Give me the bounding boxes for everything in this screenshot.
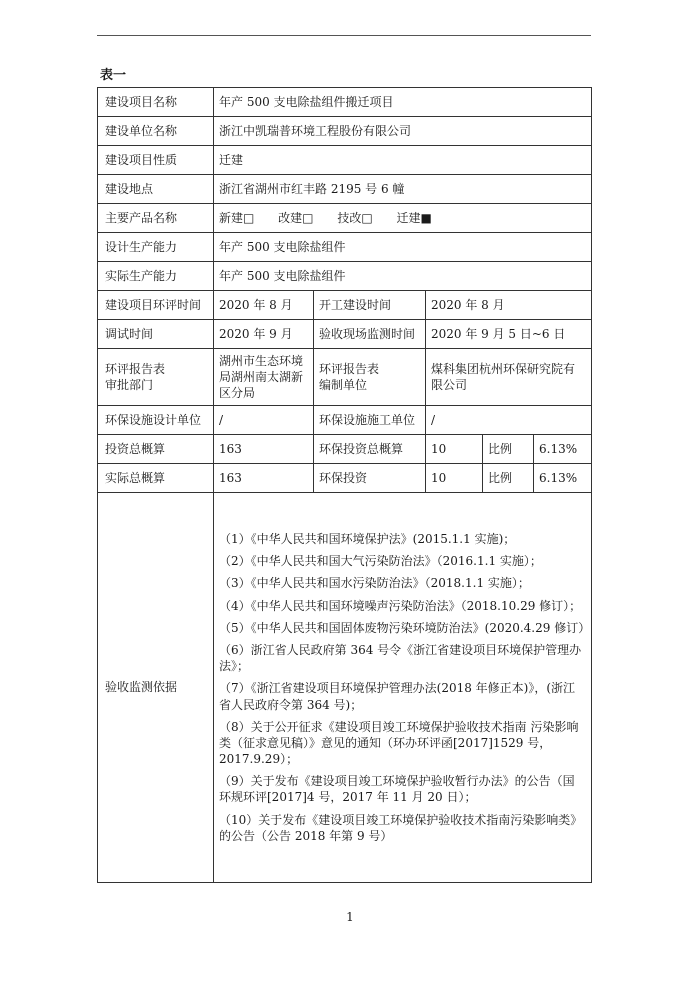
basis-item: （2）《中华人民共和国大气污染防治法》（2016.1.1 实施）； xyxy=(219,554,542,569)
option-rebuild: 改建□ xyxy=(278,210,314,225)
env-invest-est-value: 10 xyxy=(426,435,483,464)
page-number: 1 xyxy=(346,910,354,924)
construction-start-value: 2020 年 8 月 xyxy=(426,291,592,320)
report-compiler-label: 环评报告表 编制单位 xyxy=(314,349,426,406)
table-row xyxy=(98,117,592,146)
report-compiler-value: 煤科集团杭州环保研究院有限公司 xyxy=(426,349,592,406)
eia-time-label: 建设项目环评时间 xyxy=(98,291,214,320)
unit-name-label: 建设单位名称 xyxy=(98,117,214,146)
table-row xyxy=(98,320,592,349)
table-row xyxy=(98,349,592,406)
design-capacity-value: 年产 500 支电除盐组件 xyxy=(214,233,592,262)
option-relocate: 迁建■ xyxy=(396,210,432,225)
table-row xyxy=(98,262,592,291)
option-upgrade: 技改□ xyxy=(337,210,373,225)
debug-time-value: 2020 年 9 月 xyxy=(214,320,314,349)
project-name-label: 建设项目名称 xyxy=(98,88,214,117)
basis-item: （7）《浙江省建设项目环境保护管理办法(2018 年修正本)》，(浙江省人民政府令第 364 号)； xyxy=(219,681,576,712)
table-row xyxy=(98,146,592,175)
invest-est-value: 163 xyxy=(214,435,314,464)
table-row xyxy=(98,406,592,435)
table-row xyxy=(98,204,592,233)
approval-dept-value: 湖州市生态环境局湖州南太湖新区分局 xyxy=(214,349,314,406)
env-invest-est-label: 环保投资总概算 xyxy=(314,435,426,464)
basis-item: （1）《中华人民共和国环境保护法》(2015.1.1 实施)； xyxy=(219,532,516,546)
nature-label: 建设项目性质 xyxy=(98,146,214,175)
actual-capacity-label: 实际生产能力 xyxy=(98,262,214,291)
product-label: 主要产品名称 xyxy=(98,204,214,233)
ratio-value: 6.13% xyxy=(534,464,592,493)
design-capacity-label: 设计生产能力 xyxy=(98,233,214,262)
location-label: 建设地点 xyxy=(98,175,214,204)
design-unit-label: 环保设施设计单位 xyxy=(98,406,214,435)
monitoring-time-label: 验收现场监测时间 xyxy=(314,320,426,349)
basis-item: （8）关于公开征求《建设项目竣工环境保护验收技术指南 污染影响类（征求意见稿）》意见的通知（环办环评函[2017]1529 号，2017.9.29）； xyxy=(219,719,579,767)
invest-est-label: 投资总概算 xyxy=(98,435,214,464)
unit-name-value: 浙江中凯瑞普环境工程股份有限公司 xyxy=(214,117,592,146)
table-row xyxy=(98,88,592,117)
basis-item: （3）《中华人民共和国水污染防治法》（2018.1.1 实施）； xyxy=(219,576,530,591)
table-row xyxy=(98,435,592,464)
ratio-value: 6.13% xyxy=(534,435,592,464)
construction-unit-value: / xyxy=(426,406,592,435)
invest-actual-label: 实际总概算 xyxy=(98,464,214,493)
ratio-label: 比例 xyxy=(483,435,534,464)
env-invest-value: 10 xyxy=(426,464,483,493)
project-name-value: 年产 500 支电除盐组件搬迁项目 xyxy=(214,88,592,117)
construction-start-label: 开工建设时间 xyxy=(314,291,426,320)
nature-value: 迁建 xyxy=(214,146,592,175)
basis-list xyxy=(214,493,592,883)
ratio-label: 比例 xyxy=(483,464,534,493)
eia-time-value: 2020 年 8 月 xyxy=(214,291,314,320)
product-options xyxy=(214,204,592,233)
debug-time-label: 调试时间 xyxy=(98,320,214,349)
env-invest-label: 环保投资 xyxy=(314,464,426,493)
table-row xyxy=(98,233,592,262)
approval-dept-label: 环评报告表 审批部门 xyxy=(98,349,214,406)
top-rule xyxy=(97,35,591,36)
basis-label: 验收监测依据 xyxy=(98,493,214,883)
basis-item: （9）关于发布《建设项目竣工环境保护验收暂行办法》的公告（国环规环评[2017]4 号，2017 年 11 月 20 日）； xyxy=(219,774,575,805)
basis-item: （10）关于发布《建设项目竣工环境保护验收技术指南污染影响类》的公告（公告 2018 年第 9 号） xyxy=(219,812,583,843)
basis-item: （5）《中华人民共和国固体废物污染环境防治法》(2020.4.29 修订） xyxy=(219,620,591,635)
monitoring-time-value: 2020 年 9 月 5 日~6 日 xyxy=(426,320,592,349)
basis-item: （6）浙江省人民政府第 364 号令《浙江省建设项目环境保护管理办法》； xyxy=(219,642,582,674)
location-value: 浙江省湖州市红丰路 2195 号 6 幢 xyxy=(214,175,592,204)
table-row xyxy=(98,464,592,493)
option-new: 新建□ xyxy=(219,210,255,225)
table-label: 表一 xyxy=(100,68,127,83)
construction-unit-label: 环保设施施工单位 xyxy=(314,406,426,435)
table-row xyxy=(98,493,592,883)
table-row xyxy=(98,291,592,320)
basis-item: （4）《中华人民共和国环境噪声污染防治法》（2018.10.29 修订）； xyxy=(219,598,582,613)
invest-actual-value: 163 xyxy=(214,464,314,493)
actual-capacity-value: 年产 500 支电除盐组件 xyxy=(214,262,592,291)
project-info-table xyxy=(97,87,592,883)
table-row xyxy=(98,175,592,204)
design-unit-value: / xyxy=(214,406,314,435)
